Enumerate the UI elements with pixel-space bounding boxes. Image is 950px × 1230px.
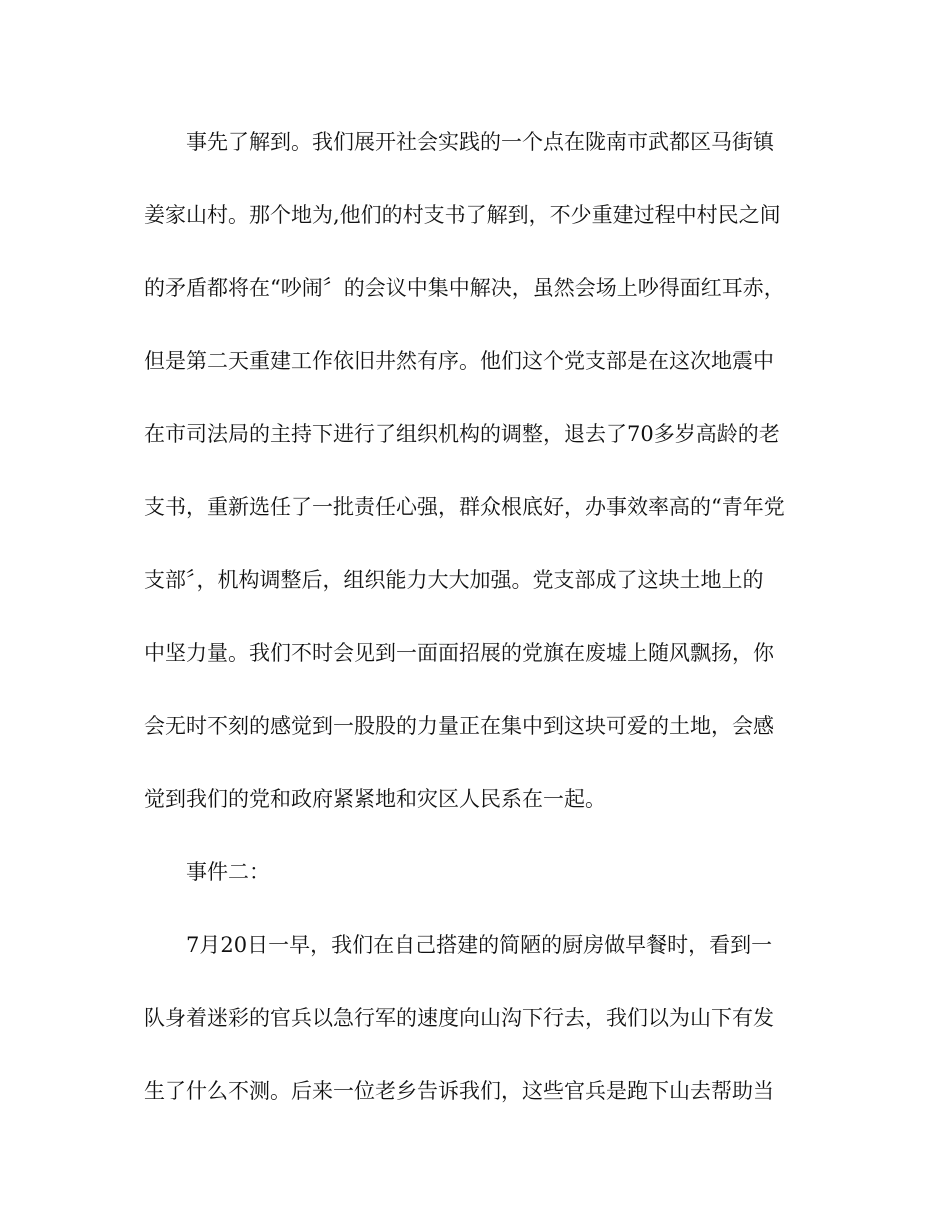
paragraph-line: 姜家山村。那个地为,他们的村支书了解到，不少重建过程中村民之间 (144, 203, 781, 227)
paragraph-line: 但是第二天重建工作依旧井然有序。他们这个党支部是在这次地震中 (144, 349, 774, 373)
paragraph-line: 事先了解到。我们展开社会实践的一个点在陇南市武都区马街镇 (186, 130, 774, 154)
paragraph-line: 在市司法局的主持下进行了组织机构的调整，退去了70多岁高龄的老 (144, 422, 780, 446)
paragraph-line: 觉到我们的党和政府紧紧地和灾区人民系在一起。 (144, 787, 606, 811)
paragraph-line: 的矛盾都将在“吵闹〞的会议中集中解决，虽然会场上吵得面红耳赤， (144, 276, 785, 300)
paragraph-line: 中坚力量。我们不时会见到一面面招展的党旗在废墟上随风飘扬，你 (144, 641, 774, 665)
paragraph-line: 支部〞，机构调整后，组织能力大大加强。党支部成了这块土地上的 (144, 568, 764, 592)
paragraph-line: 会无时不刻的感觉到一股股的力量正在集中到这块可爱的土地，会感 (144, 714, 774, 738)
paragraph-line: 生了什么不测。后来一位老乡告诉我们，这些官兵是跑下山去帮助当 (144, 1079, 774, 1103)
paragraph-line: 队身着迷彩的官兵以急行军的速度向山沟下行去，我们以为山下有发 (144, 1006, 774, 1030)
section-heading: 事件二： (186, 860, 270, 884)
paragraph-line: 支书，重新选任了一批责任心强，群众根底好，办事效率高的“青年党 (144, 495, 785, 519)
paragraph-line: 7月20日一早，我们在自己搭建的简陋的厨房做早餐时，看到一 (186, 933, 773, 957)
